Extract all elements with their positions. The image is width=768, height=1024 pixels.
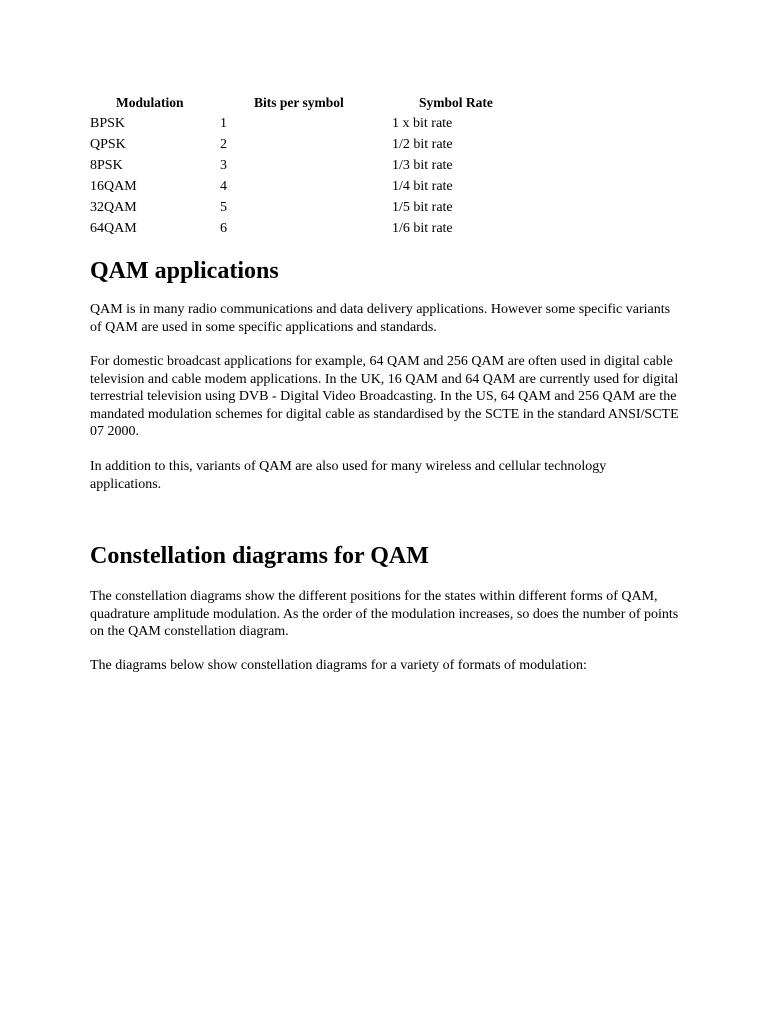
constellation-diagrams-heading: Constellation diagrams for QAM bbox=[90, 543, 429, 569]
table-row bbox=[90, 134, 690, 155]
table-row bbox=[90, 218, 690, 239]
cell-rate: 1 x bit rate bbox=[392, 116, 453, 131]
cell-rate: 1/6 bit rate bbox=[392, 221, 453, 236]
cell-modulation: 8PSK bbox=[90, 158, 123, 173]
cell-modulation: 16QAM bbox=[90, 179, 137, 194]
table-row bbox=[90, 176, 690, 197]
cell-bits: 1 bbox=[220, 116, 227, 131]
cell-modulation: BPSK bbox=[90, 116, 126, 131]
cell-rate: 1/5 bit rate bbox=[392, 200, 453, 215]
cell-modulation: 64QAM bbox=[90, 221, 137, 236]
qam-applications-paragraph-2: For domestic broadcast applications for example, 64 QAM and 256 QAM are often used in digital cable television and cable modem applications. In the UK, 16 QAM and 64 QAM are currently used for digital terrestrial television using DVB - Digital Video Broadcasting. In the US, 64 QAM and 256 QAM are the mandated modulation schemes for digital cable as standardised by the SCTE in the standard ANSI/SCTE 07 2000. bbox=[90, 354, 679, 439]
table-header-row bbox=[90, 92, 690, 113]
qam-applications-paragraph-1: QAM is in many radio communications and data delivery applications. However some specific variants of QAM are used in some specific applications and standards. bbox=[90, 302, 671, 335]
qam-applications-heading: QAM applications bbox=[90, 258, 279, 284]
cell-bits: 6 bbox=[220, 221, 227, 236]
cell-rate: 1/4 bit rate bbox=[392, 179, 453, 194]
cell-bits: 2 bbox=[220, 137, 227, 152]
header-bits-per-symbol: Bits per symbol bbox=[254, 95, 344, 110]
cell-modulation: QPSK bbox=[90, 137, 126, 152]
header-symbol-rate: Symbol Rate bbox=[419, 95, 493, 110]
cell-bits: 5 bbox=[220, 200, 227, 215]
cell-modulation: 32QAM bbox=[90, 200, 137, 215]
constellation-paragraph-2: The diagrams below show constellation diagrams for a variety of formats of modulation: bbox=[90, 658, 587, 673]
cell-rate: 1/2 bit rate bbox=[392, 137, 453, 152]
table-row bbox=[90, 113, 690, 134]
qam-applications-paragraph-3: In addition to this, variants of QAM are also used for many wireless and cellular technology applications. bbox=[90, 459, 607, 492]
modulation-table bbox=[90, 92, 690, 239]
table-row bbox=[90, 197, 690, 218]
header-modulation: Modulation bbox=[116, 95, 184, 110]
constellation-paragraph-1: The constellation diagrams show the different positions for the states within different forms of QAM, quadrature amplitude modulation. As the order of the modulation increases, so does the number of points on the QAM constellation diagram. bbox=[90, 589, 679, 639]
cell-rate: 1/3 bit rate bbox=[392, 158, 453, 173]
cell-bits: 4 bbox=[220, 179, 227, 194]
cell-bits: 3 bbox=[220, 158, 227, 173]
table-row bbox=[90, 155, 690, 176]
